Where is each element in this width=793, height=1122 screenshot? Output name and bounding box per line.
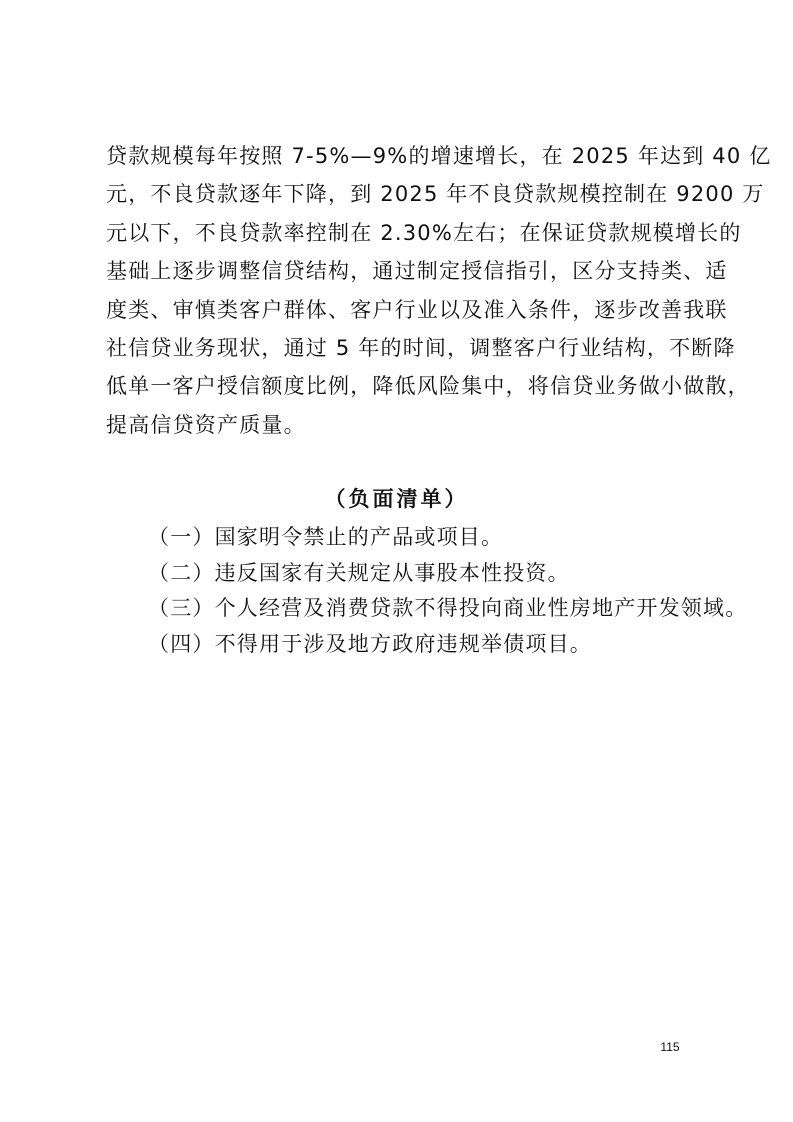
- paragraph-line: 元以下，不良贷款率控制在 2.30%左右；在保证贷款规模增长的: [106, 220, 742, 245]
- negative-list: [148, 520, 748, 662]
- list-item: （一）国家明令禁止的产品或项目。: [148, 525, 504, 549]
- paragraph-line: 元，不良贷款逐年下降，到 2025 年不良贷款规模控制在 9200 万: [106, 182, 765, 207]
- list-item: （二）违反国家有关规定从事股本性投资。: [148, 560, 570, 585]
- paragraph-line: 提高信贷资产质量。: [106, 412, 306, 437]
- body-paragraph: [106, 137, 772, 444]
- paragraph-line: 低单一客户授信额度比例，降低风险集中，将信贷业务做小做散，: [106, 374, 750, 399]
- paragraph-line: 社信贷业务现状，通过 5 年的时间，调整客户行业结构，不断降: [106, 336, 736, 361]
- paragraph-line: 贷款规模每年按照 7-5%—9%的增速增长，在 2025 年达到 40 亿: [106, 144, 772, 168]
- page-number: 115: [660, 1040, 680, 1054]
- paragraph-line: 度类、审慎类客户群体、客户行业以及准入条件，逐步改善我联: [106, 297, 728, 322]
- list-item: （三）个人经营及消费贷款不得投向商业性房地产开发领域。: [148, 596, 748, 620]
- list-item: （四）不得用于涉及地方政府违规举债项目。: [148, 631, 592, 656]
- section-title: （负面清单）: [324, 487, 469, 511]
- paragraph-line: 基础上逐步调整信贷结构，通过制定授信指引，区分支持类、适: [106, 259, 728, 284]
